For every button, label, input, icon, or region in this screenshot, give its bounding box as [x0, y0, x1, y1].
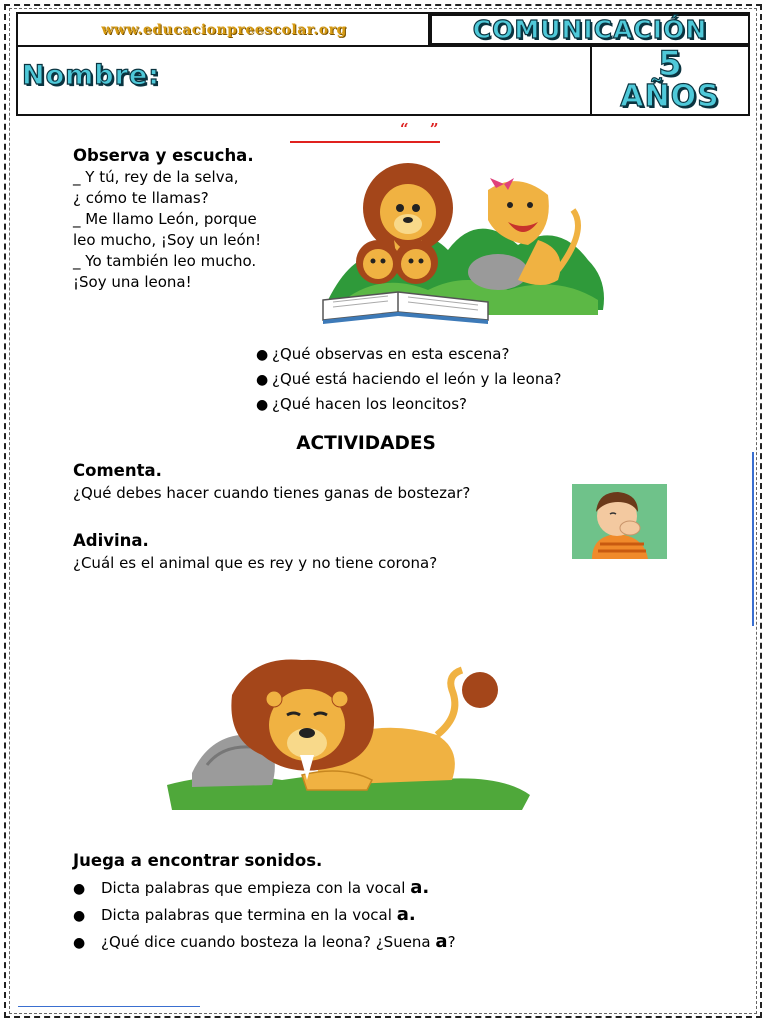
list-item — [256, 342, 562, 367]
dialog-line: _ Y tú, rey de la selva, — [73, 168, 239, 186]
bullet-icon: ● — [73, 881, 86, 897]
list-item — [73, 902, 456, 929]
list-item — [256, 392, 562, 417]
list-item — [256, 367, 562, 392]
name-label: Nombre: — [22, 60, 161, 91]
dialog-line: leo mucho, ¡Soy un león! — [73, 231, 262, 249]
activities-title: ACTIVIDADES — [296, 433, 436, 454]
bullet-icon: ● — [256, 347, 269, 363]
riddle-heading: Adivina. — [73, 531, 149, 550]
dialog-line: ¡Soy una leona! — [73, 273, 192, 291]
vowel-letter: a. — [410, 877, 430, 898]
lion-illustration — [162, 655, 534, 815]
story-heading: Observa y escucha. — [73, 146, 254, 165]
question-list — [256, 342, 562, 417]
item-text-end: ? — [447, 933, 456, 951]
sounds-list — [73, 875, 456, 956]
title-quotes: “ ” — [400, 120, 447, 138]
question-text: ¿Qué hacen los leoncitos? — [272, 395, 467, 413]
bullet-icon: ● — [256, 397, 269, 413]
lions-reading-illustration — [318, 150, 610, 330]
age-number: 5 — [658, 44, 682, 84]
comment-text: ¿Qué debes hacer cuando tienes ganas de bostezar? — [73, 484, 471, 502]
vowel-letter: a. — [396, 904, 416, 925]
title-underline — [290, 141, 440, 143]
bottom-link-line — [18, 1006, 200, 1007]
subject-title: COMUNICACIÓN — [472, 15, 708, 44]
comment-heading: Comenta. — [73, 461, 162, 480]
list-item — [73, 929, 456, 956]
item-text: ¿Qué dice cuando bosteza la leona? ¿Suena — [101, 933, 436, 951]
dialog-line: ¿ cómo te llamas? — [73, 189, 209, 207]
item-text: Dicta palabras que empieza con la vocal — [101, 879, 411, 897]
yawning-boy-illustration — [572, 484, 667, 559]
dialog-line: _ Yo también leo mucho. — [73, 252, 257, 270]
riddle-text: ¿Cuál es el animal que es rey y no tiene corona? — [73, 554, 438, 572]
dialog-line: _ Me llamo León, porque — [73, 210, 257, 228]
side-margin-mark — [752, 452, 754, 626]
site-url[interactable]: www.educacionpreescolar.org — [101, 22, 347, 38]
story-dialog — [73, 167, 313, 293]
bullet-icon: ● — [73, 908, 86, 924]
question-text: ¿Qué está haciendo el león y la leona? — [272, 370, 562, 388]
age-word: AÑOS — [620, 79, 720, 114]
question-text: ¿Qué observas en esta escena? — [272, 345, 510, 363]
item-text: Dicta palabras que termina en la vocal — [101, 906, 397, 924]
vowel-letter: a — [435, 931, 448, 952]
sounds-heading: Juega a encontrar sonidos. — [73, 851, 323, 870]
bullet-icon: ● — [256, 372, 269, 388]
bullet-icon: ● — [73, 935, 86, 951]
list-item — [73, 875, 456, 902]
